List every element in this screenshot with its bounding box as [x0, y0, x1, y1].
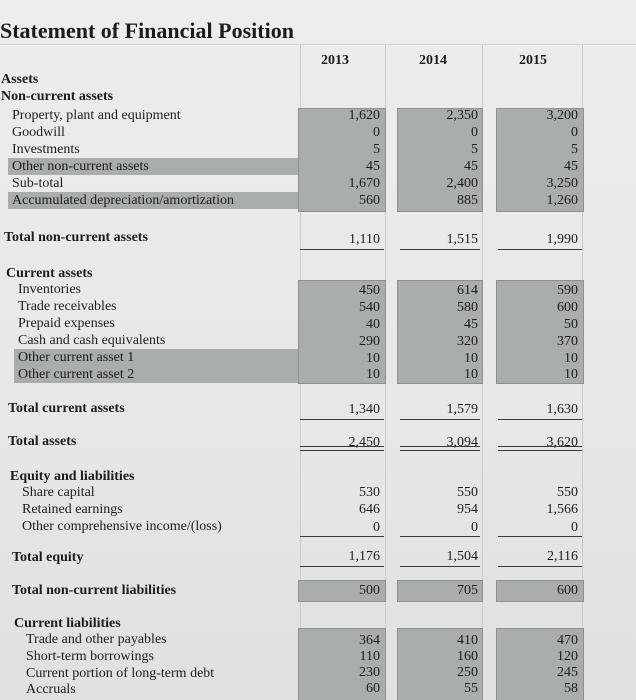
- total-value[interactable]: 3,094: [446, 435, 478, 450]
- total-underline: [300, 249, 384, 250]
- cell-value[interactable]: 10: [366, 351, 380, 366]
- cell-value[interactable]: 10: [564, 367, 578, 382]
- cell-value[interactable]: 1,670: [348, 176, 380, 191]
- cell-value[interactable]: 3,250: [546, 176, 578, 191]
- total-value[interactable]: 1,176: [348, 549, 380, 564]
- total-value[interactable]: 1,579: [446, 402, 478, 417]
- cell-value[interactable]: 3,200: [546, 108, 578, 123]
- cell-value[interactable]: 5: [471, 142, 478, 157]
- cell-value[interactable]: 530: [359, 485, 380, 500]
- total-value[interactable]: 2,116: [547, 549, 578, 564]
- cell-value[interactable]: 550: [557, 485, 578, 500]
- total-value[interactable]: 1,340: [348, 402, 380, 417]
- total-underline: [300, 566, 384, 567]
- total-value[interactable]: 705: [457, 583, 478, 598]
- total-underline: [400, 249, 480, 250]
- row-label: Short-term borrowings: [26, 649, 154, 664]
- cell-value[interactable]: 10: [366, 367, 380, 382]
- total-noncurrent-label: Total non-current assets: [4, 230, 148, 245]
- row-label: Accruals: [26, 682, 76, 697]
- cell-value[interactable]: 50: [564, 317, 578, 332]
- total-underline: [300, 419, 384, 420]
- row-label: Trade and other payables: [26, 632, 167, 647]
- cell-value[interactable]: 470: [557, 633, 578, 648]
- cell-value[interactable]: 10: [464, 367, 478, 382]
- total-value[interactable]: 1,990: [546, 232, 578, 247]
- cell-value[interactable]: 250: [457, 665, 478, 680]
- total-value[interactable]: 1,630: [546, 402, 578, 417]
- cell-value[interactable]: 614: [457, 283, 478, 298]
- section-non-current-assets: Non-current assets: [1, 89, 114, 104]
- row-label: Sub-total: [12, 176, 64, 191]
- row-label: Goodwill: [12, 125, 65, 140]
- cell-value[interactable]: 60: [366, 681, 380, 696]
- section-equity-liabilities: Equity and liabilities: [10, 469, 135, 484]
- cell-value[interactable]: 0: [373, 125, 380, 140]
- cell-value[interactable]: 600: [557, 300, 578, 315]
- cell-value[interactable]: 450: [359, 283, 380, 298]
- year-header-2015: 2015: [519, 53, 547, 68]
- total-value[interactable]: 1,110: [349, 232, 380, 247]
- row-label: Current portion of long-term debt: [26, 666, 215, 681]
- total-current-label: Total current assets: [8, 401, 125, 416]
- row-label: Trade receivables: [18, 299, 117, 314]
- double-underline: [498, 446, 582, 451]
- total-value[interactable]: 3,620: [546, 435, 578, 450]
- cell-value[interactable]: 590: [557, 283, 578, 298]
- total-assets-label: Total assets: [8, 434, 77, 449]
- grid-line: [0, 44, 636, 45]
- total-underline: [498, 566, 582, 567]
- cell-value[interactable]: 45: [464, 159, 478, 174]
- section-current-liabilities: Current liabilities: [14, 616, 121, 631]
- cell-value[interactable]: 1,566: [546, 502, 578, 517]
- cell-value[interactable]: 560: [359, 193, 380, 208]
- total-underline: [400, 566, 480, 567]
- cell-value[interactable]: 364: [359, 633, 380, 648]
- year-header-2014: 2014: [419, 53, 447, 68]
- row-label: Prepaid expenses: [18, 316, 115, 331]
- cell-value[interactable]: 550: [457, 485, 478, 500]
- double-underline: [300, 446, 384, 451]
- row-label: Other current asset 1: [18, 350, 135, 365]
- cell-value[interactable]: 2,400: [446, 176, 478, 191]
- cell-value[interactable]: 2,350: [446, 108, 478, 123]
- cell-value[interactable]: 45: [366, 159, 380, 174]
- cell-value[interactable]: 320: [457, 334, 478, 349]
- cell-value[interactable]: 160: [457, 649, 478, 664]
- total-underline: [498, 419, 582, 420]
- section-assets: Assets: [1, 72, 39, 87]
- cell-value[interactable]: 1,620: [348, 108, 380, 123]
- total-value[interactable]: 1,504: [446, 549, 478, 564]
- row-label: Investments: [12, 142, 80, 157]
- subtotal-underline: [300, 536, 384, 537]
- row-label: Other non-current assets: [12, 159, 149, 174]
- total-underline: [498, 249, 582, 250]
- cell-value[interactable]: 120: [557, 649, 578, 664]
- cell-value[interactable]: 10: [564, 351, 578, 366]
- cell-value[interactable]: 55: [464, 681, 478, 696]
- cell-value[interactable]: 954: [457, 502, 478, 517]
- cell-value[interactable]: 540: [359, 300, 380, 315]
- cell-value[interactable]: 10: [464, 351, 478, 366]
- page-title: Statement of Financial Position: [0, 18, 294, 43]
- cell-value[interactable]: 58: [564, 681, 578, 696]
- cell-value[interactable]: 646: [359, 502, 380, 517]
- cell-value[interactable]: 40: [366, 317, 380, 332]
- cell-value[interactable]: 1,260: [546, 193, 578, 208]
- total-value[interactable]: 1,515: [446, 232, 478, 247]
- cell-value[interactable]: 370: [557, 334, 578, 349]
- cell-value[interactable]: 45: [464, 317, 478, 332]
- row-label: Other current asset 2: [18, 367, 135, 382]
- section-current-assets: Current assets: [6, 266, 93, 281]
- cell-value[interactable]: 245: [557, 665, 578, 680]
- cell-value[interactable]: 290: [359, 334, 380, 349]
- cell-value[interactable]: 0: [373, 520, 380, 535]
- cell-value[interactable]: 885: [457, 193, 478, 208]
- cell-value[interactable]: 0: [471, 520, 478, 535]
- row-label: Other comprehensive income/(loss): [22, 519, 222, 534]
- cell-value[interactable]: 0: [571, 520, 578, 535]
- row-label: Property, plant and equipment: [12, 108, 181, 123]
- total-underline: [400, 419, 480, 420]
- cell-value[interactable]: 110: [359, 649, 380, 664]
- cell-value[interactable]: 0: [571, 125, 578, 140]
- total-equity-label: Total equity: [12, 550, 84, 565]
- cell-value[interactable]: 0: [471, 125, 478, 140]
- row-label: Retained earnings: [22, 502, 123, 517]
- cell-value[interactable]: 5: [373, 142, 380, 157]
- row-label: Accumulated depreciation/amortization: [12, 193, 234, 208]
- subtotal-underline: [400, 536, 480, 537]
- total-ncl-label: Total non-current liabilities: [12, 583, 177, 598]
- total-value[interactable]: 2,450: [348, 435, 380, 450]
- cell-value[interactable]: 230: [359, 665, 380, 680]
- row-label: Inventories: [18, 282, 81, 297]
- cell-value[interactable]: 410: [457, 633, 478, 648]
- cell-value[interactable]: 45: [564, 159, 578, 174]
- cell-value[interactable]: 580: [457, 300, 478, 315]
- year-header-2013: 2013: [321, 53, 349, 68]
- total-value[interactable]: 500: [359, 583, 380, 598]
- double-underline: [400, 446, 480, 451]
- cell-value[interactable]: 5: [571, 142, 578, 157]
- total-value[interactable]: 600: [557, 583, 578, 598]
- row-label: Share capital: [22, 485, 95, 500]
- subtotal-underline: [498, 536, 582, 537]
- row-label: Cash and cash equivalents: [18, 333, 166, 348]
